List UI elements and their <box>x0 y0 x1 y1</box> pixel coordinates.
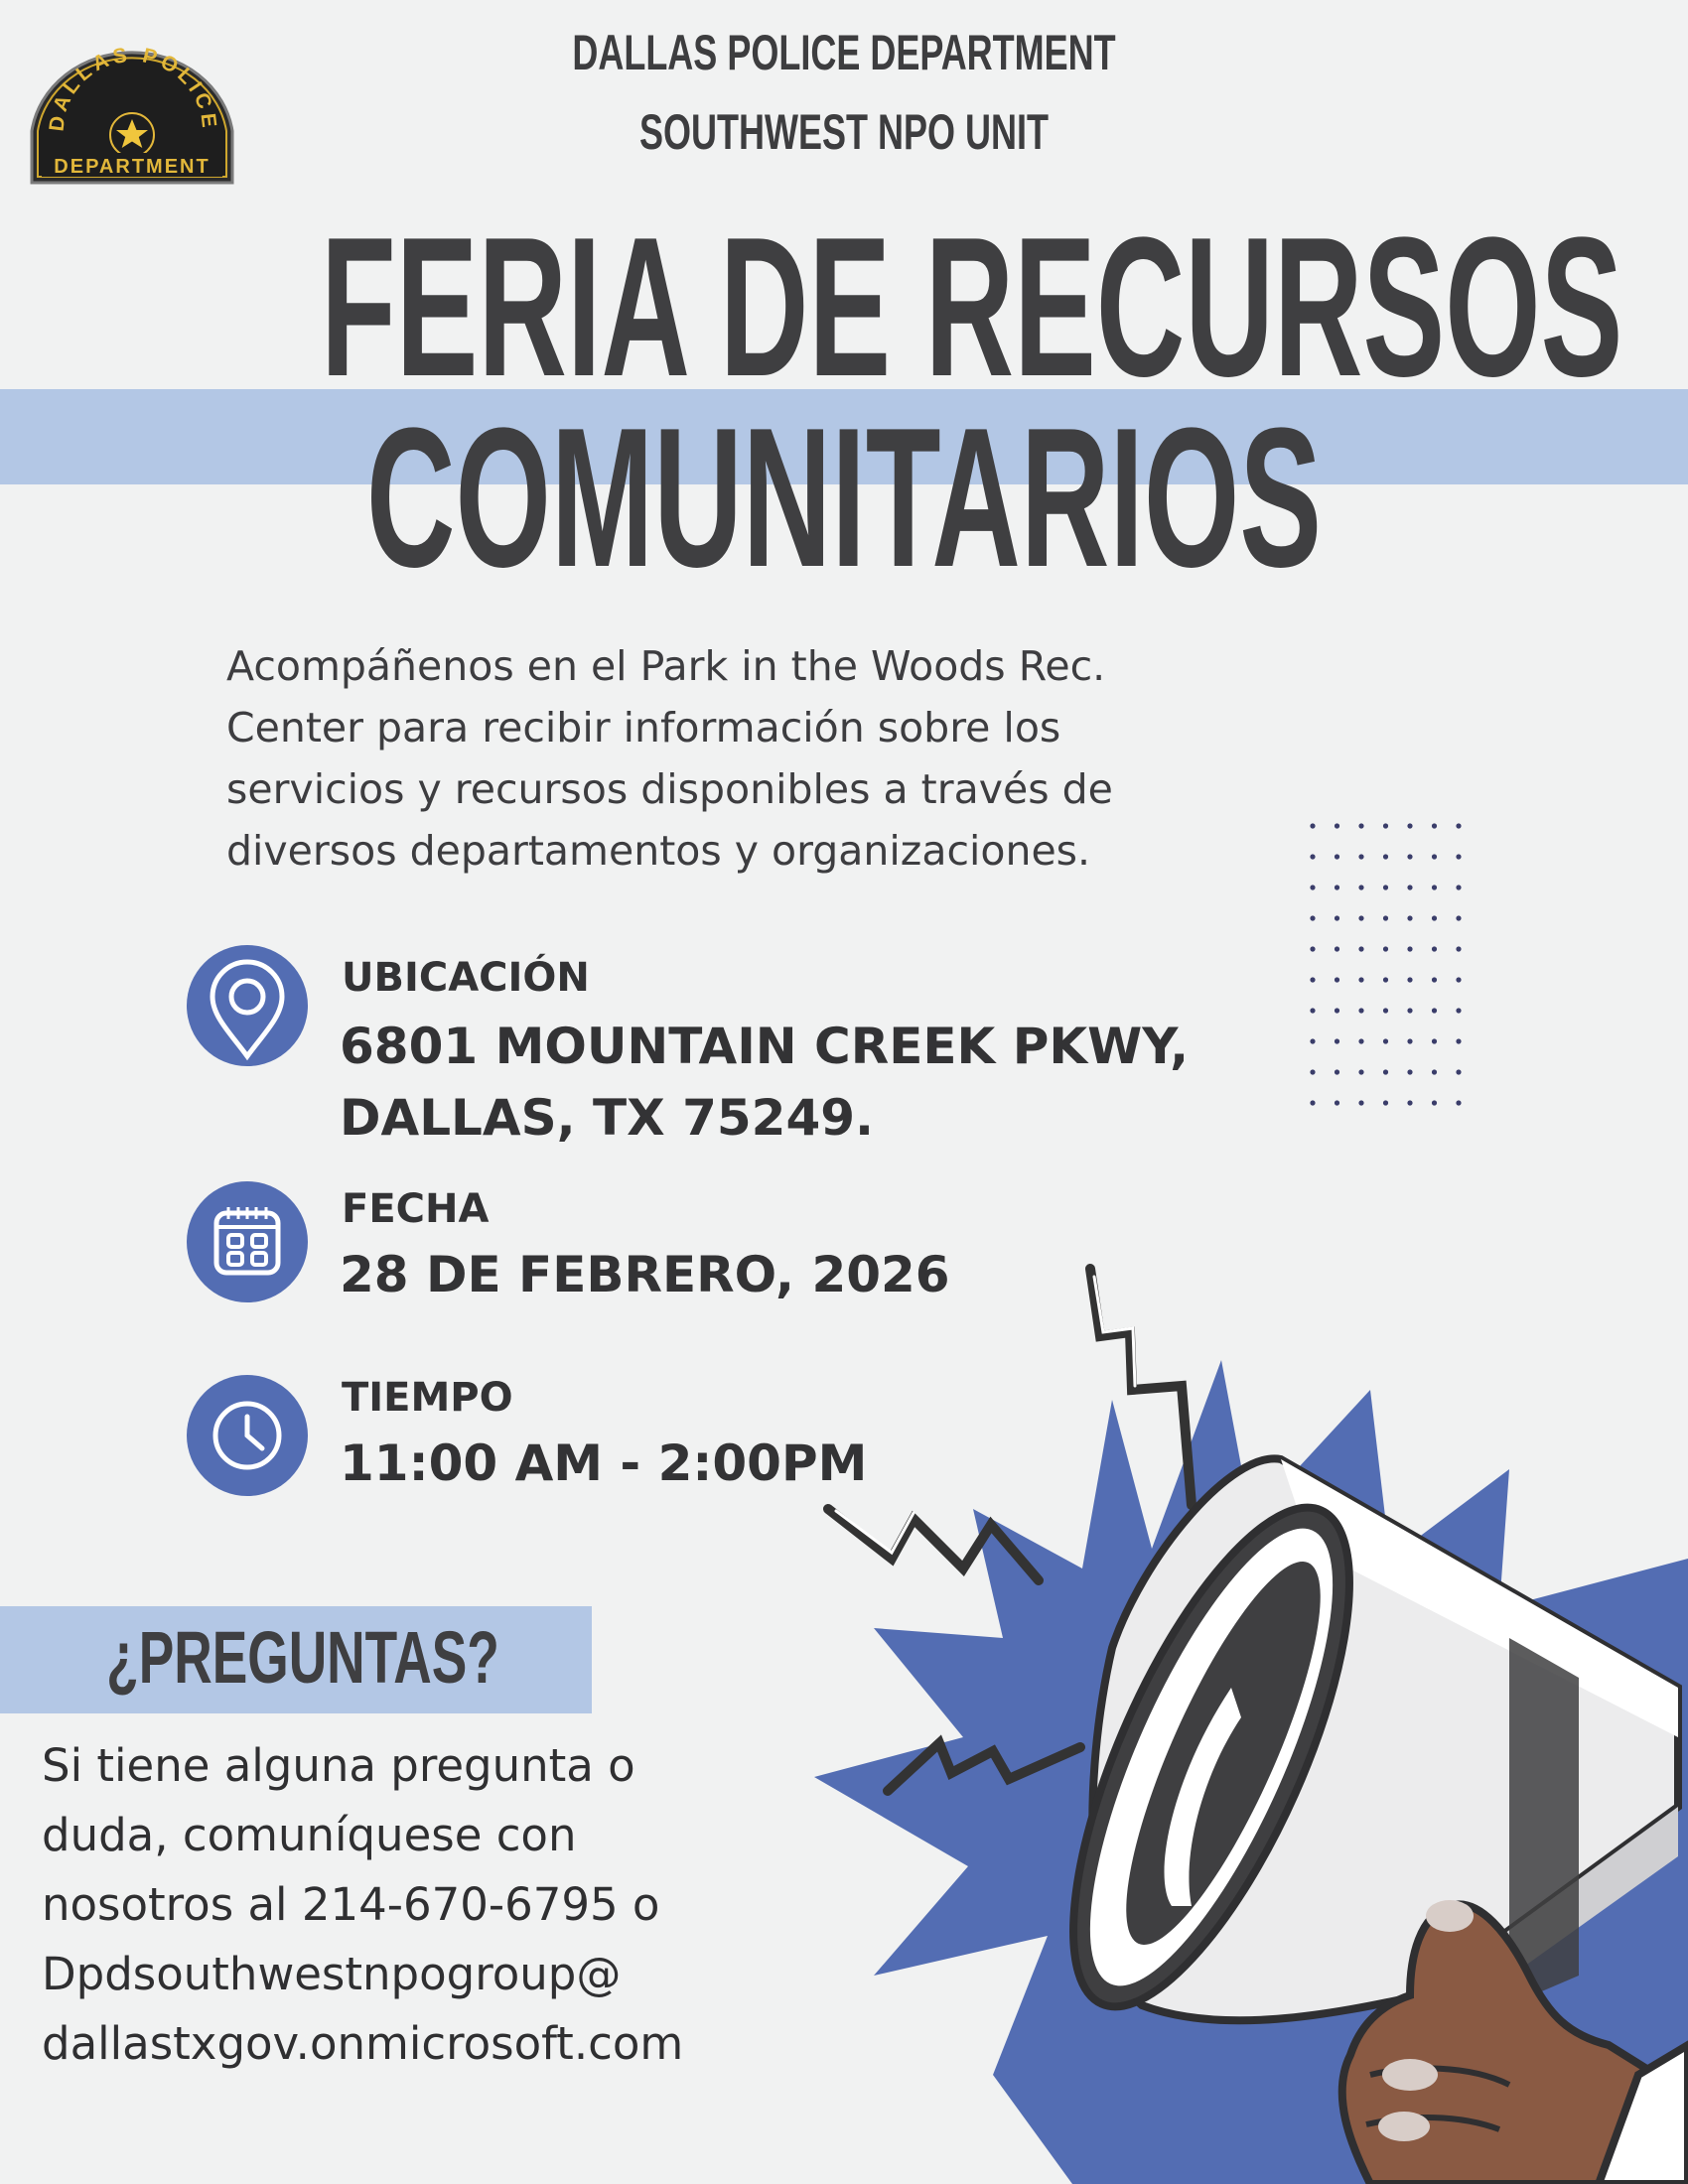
dallas-police-badge-logo <box>28 36 236 187</box>
grid-dot <box>1407 1008 1412 1013</box>
location-pin-icon <box>187 945 308 1066</box>
grid-dot <box>1383 885 1388 889</box>
grid-dot <box>1407 854 1412 859</box>
grid-dot <box>1358 1069 1363 1074</box>
grid-dot <box>1335 1008 1339 1013</box>
badge-arc-text: DALLAS POLICE <box>45 43 221 133</box>
grid-dot <box>1358 854 1363 859</box>
grid-dot <box>1310 946 1315 951</box>
grid-dot <box>1335 1069 1339 1074</box>
grid-dot <box>1456 885 1461 889</box>
grid-dot <box>1335 854 1339 859</box>
grid-dot <box>1358 1008 1363 1013</box>
grid-dot <box>1383 977 1388 982</box>
location-label: UBICACIÓN <box>342 955 590 1001</box>
grid-dot <box>1432 1038 1437 1043</box>
page-title-line-2: COMUNITARIOS <box>365 387 1323 609</box>
grid-dot <box>1432 1069 1437 1074</box>
grid-dot <box>1383 1038 1388 1043</box>
grid-dot <box>1310 1008 1315 1013</box>
grid-dot <box>1432 946 1437 951</box>
location-address-line-1: 6801 MOUNTAIN CREEK PKWY, <box>340 1018 1190 1075</box>
grid-dot <box>1310 915 1315 920</box>
grid-dot <box>1456 1038 1461 1043</box>
dot-grid-decoration <box>1307 820 1466 1108</box>
grid-dot <box>1432 1100 1437 1105</box>
grid-dot <box>1407 885 1412 889</box>
grid-dot <box>1456 946 1461 951</box>
grid-dot <box>1358 915 1363 920</box>
grid-dot <box>1407 1038 1412 1043</box>
grid-dot <box>1358 1100 1363 1105</box>
grid-dot <box>1335 823 1339 828</box>
grid-dot <box>1310 854 1315 859</box>
questions-contact-text: Si tiene alguna pregunta o duda, comuníquese con nosotros al 214-670-6795 o Dpdsouthwestnpogroup@ dallastxgov.onmicrosoft.com <box>42 1739 684 2070</box>
org-name: DALLAS POLICE DEPARTMENT <box>572 25 1116 80</box>
grid-dot <box>1335 946 1339 951</box>
grid-dot <box>1310 885 1315 889</box>
grid-dot <box>1335 977 1339 982</box>
grid-dot <box>1432 977 1437 982</box>
grid-dot <box>1383 915 1388 920</box>
grid-dot <box>1310 1038 1315 1043</box>
grid-dot <box>1456 854 1461 859</box>
grid-dot <box>1335 1038 1339 1043</box>
grid-dot <box>1456 823 1461 828</box>
intro-text: Acompáñenos en el Park in the Woods Rec. Center para recibir información sobre los servicios y recursos disponibles a través de diversos departamentos y organizaciones. <box>226 642 1113 875</box>
grid-dot <box>1456 1069 1461 1074</box>
grid-dot <box>1383 1069 1388 1074</box>
grid-dot <box>1310 1100 1315 1105</box>
grid-dot <box>1383 1008 1388 1013</box>
grid-dot <box>1358 977 1363 982</box>
grid-dot <box>1407 915 1412 920</box>
megaphone-icon <box>814 1221 1688 2184</box>
grid-dot <box>1335 885 1339 889</box>
questions-heading: ¿PREGUNTAS? <box>106 1616 499 1699</box>
date-icon-badge <box>187 1181 308 1302</box>
grid-dot <box>1310 977 1315 982</box>
location-icon-badge <box>187 945 308 1066</box>
grid-dot <box>1456 1100 1461 1105</box>
grid-dot <box>1358 1038 1363 1043</box>
grid-dot <box>1456 1008 1461 1013</box>
grid-dot <box>1456 915 1461 920</box>
grid-dot <box>1310 823 1315 828</box>
grid-dot <box>1407 1100 1412 1105</box>
grid-dot <box>1432 885 1437 889</box>
grid-dot <box>1456 977 1461 982</box>
date-value: 28 DE FEBRERO, 2026 <box>340 1246 950 1303</box>
grid-dot <box>1335 1100 1339 1105</box>
grid-dot <box>1407 977 1412 982</box>
grid-dot <box>1358 823 1363 828</box>
grid-dot <box>1407 1069 1412 1074</box>
page-title-line-1: FERIA DE RECURSOS <box>321 197 1623 418</box>
location-address-line-2: DALLAS, TX 75249. <box>340 1089 875 1147</box>
grid-dot <box>1432 823 1437 828</box>
date-label: FECHA <box>342 1186 490 1232</box>
grid-dot <box>1310 1069 1315 1074</box>
grid-dot <box>1432 915 1437 920</box>
grid-dot <box>1358 946 1363 951</box>
grid-dot <box>1383 854 1388 859</box>
time-value: 11:00 AM - 2:00PM <box>340 1434 868 1492</box>
grid-dot <box>1335 915 1339 920</box>
time-icon-badge <box>187 1375 308 1496</box>
grid-dot <box>1432 1008 1437 1013</box>
grid-dot <box>1383 946 1388 951</box>
grid-dot <box>1432 854 1437 859</box>
grid-dot <box>1358 885 1363 889</box>
badge-bottom-text: DEPARTMENT <box>54 156 211 178</box>
time-label: TIEMPO <box>342 1375 513 1421</box>
grid-dot <box>1407 823 1412 828</box>
grid-dot <box>1383 1100 1388 1105</box>
grid-dot <box>1407 946 1412 951</box>
calendar-icon <box>187 1181 308 1302</box>
grid-dot <box>1383 823 1388 828</box>
clock-icon <box>187 1375 308 1496</box>
org-unit: SOUTHWEST NPO UNIT <box>639 104 1049 160</box>
